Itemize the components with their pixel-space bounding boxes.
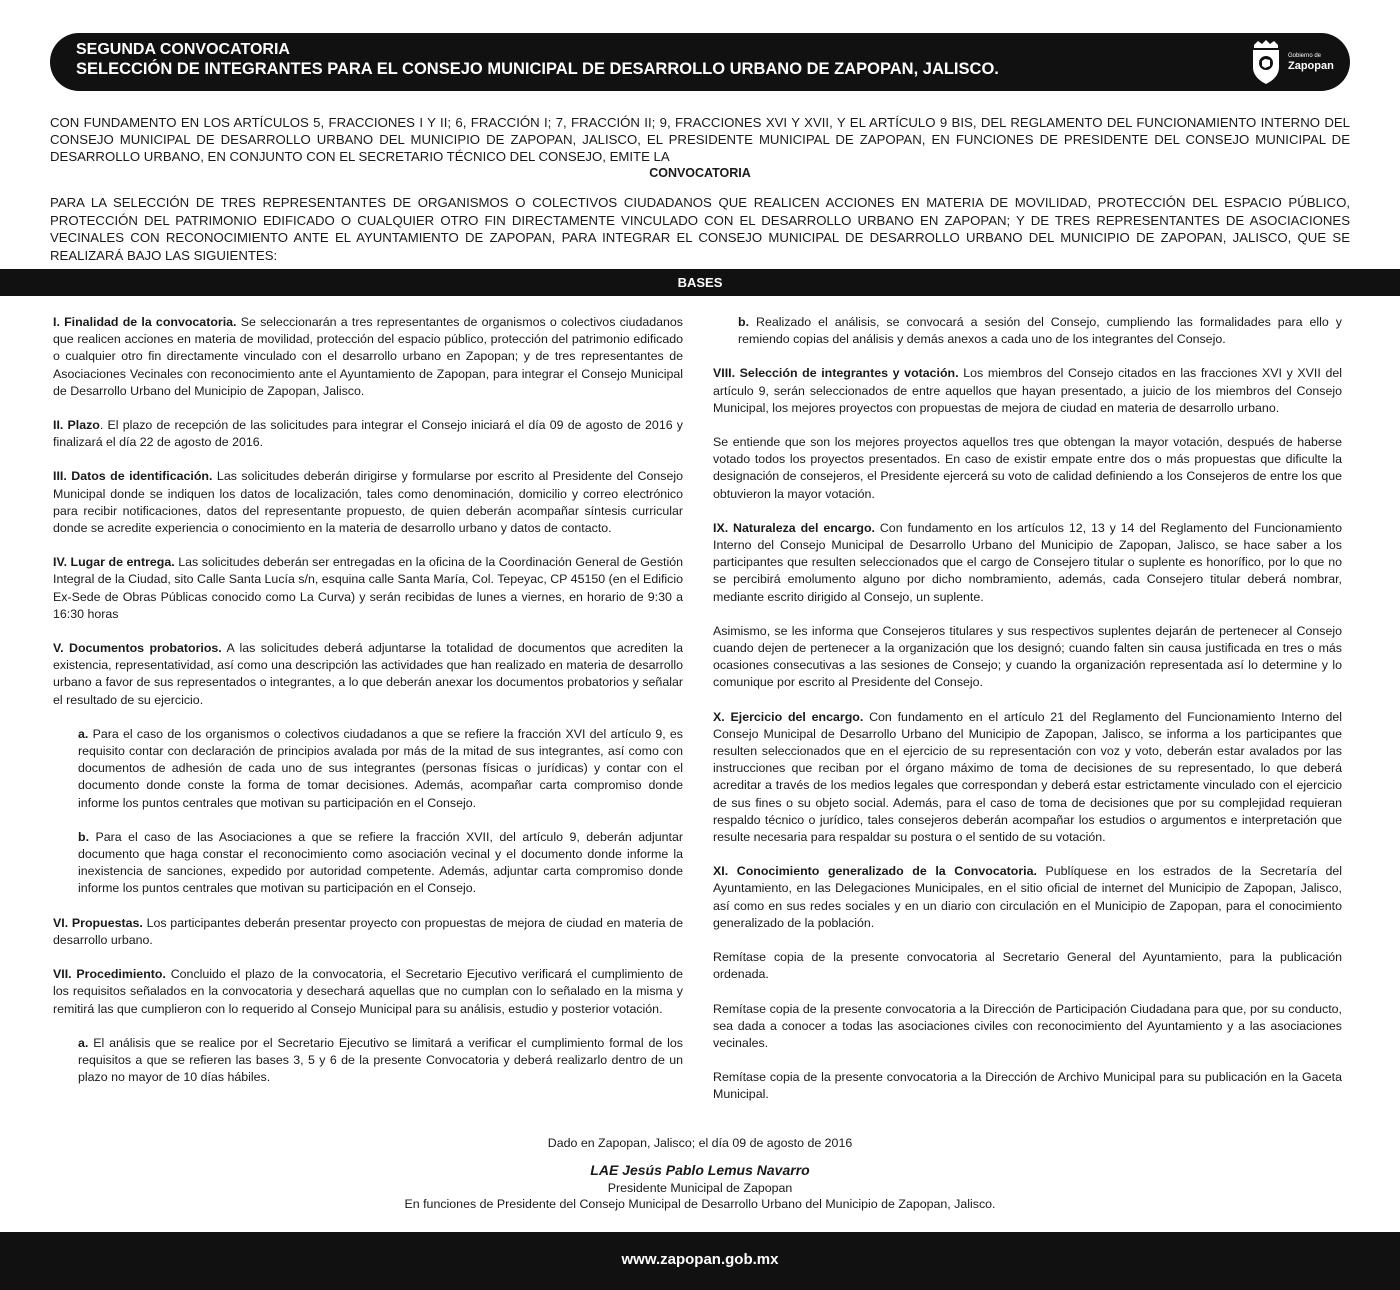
header-title: SEGUNDA CONVOCATORIA <box>76 41 290 58</box>
base-paragraph <box>713 520 1342 606</box>
intro-paragraph-2: PARA LA SELECCIÓN DE TRES REPRESENTANTES DE ORGANISMOS O COLECTIVOS CIUDADANOS QUE REALICEN ACCIONES EN MATERIA DE MOVILIDAD, PROTECCIÓN DEL ESPACIO PÚBLICO, PROTECCIÓN DEL PATRIMONIO EDIFICADO O CUALQUIER OTRO FIN DIRECTAMENTE VINCULADO CON EL DESARROLLO URBANO EN ZAPOPAN; Y DE TRES REPRESENTANTES DE ASOCIACIONES VECINALES CON RECONOCIMIENTO ANTE EL AYUNTAMIENTO DE ZAPOPAN, PARA INTEGRAR EL CONSEJO MUNICIPAL DE DESARROLLO URBANO DEL MUNICIPIO DE ZAPOPAN, JALISCO, QUE SE REALIZARÁ BAJO LAS SIGUIENTES: <box>50 195 1350 263</box>
base-paragraph <box>713 1069 1342 1103</box>
convocatoria-title: CONVOCATORIA <box>649 166 751 180</box>
base-paragraph <box>713 1001 1342 1053</box>
logo-name: Zapopan <box>1288 60 1334 72</box>
base-paragraph <box>53 726 683 812</box>
signatory-role: Presidente Municipal de Zapopan <box>607 1181 793 1195</box>
base-text: Con fundamento en los artículos 12, 13 y 14 del Reglamento del Funcionamiento Interno del Consejo Municipal de Desarrollo Urbano del Municipio de Zapopan, Jalisco, se hace saber a los participantes que resulten seleccionados que el cargo de Consejero titular o suplente es honorífico, por lo que no se percibirá emolumento alguno por dicho nombramiento, además, cada Consejero titular deberá nombrar, mediante escrito dirigido al Consejo, un suplente. <box>713 520 1342 604</box>
base-text: Remítase copia de la presente convocatoria al Secretario General del Ayuntamiento, para la publicación ordenada. <box>713 950 1342 982</box>
base-text: Se seleccionarán a tres representantes de organismos o colectivos ciudadanos que realicen acciones en materia de movilidad, protección del espacio público, protección del patrimonio edificado o cualquier otro fin directamente vinculado con el desarrollo urbano en Zapopan; y de tres representantes de Asociaciones Vecinales con reconocimiento ante el Ayuntamiento de Zapopan, para integrar el Consejo Municipal de Desarrollo Urbano del Municipio de Zapopan, Jalisco. <box>53 315 683 398</box>
bases-heading: BASES <box>0 269 1400 296</box>
base-text: Publíquese en los estrados de la Secretaría del Ayuntamiento, en las Delegaciones Municipales, en el sitio oficial de internet del Municipio de Zapopan, Jalisco, así como en sus redes sociales y en un diario con circulación en el Municipio de Zapopan, para el conocimiento generalizado de la población. <box>713 864 1343 930</box>
base-text: . El plazo de recepción de las solicitudes para integrar el Consejo iniciará el día 09 de agosto de 2016 y finalizará el día 22 de agosto de 2016. <box>53 418 683 450</box>
base-text: Remítase copia de la presente convocatoria a la Dirección de Participación Ciudadana para que, por su conducto, sea dada a conocer a todas las asociaciones civiles con reconocimiento del Ayuntamiento y a las asociaciones vecinales. <box>713 1001 1342 1050</box>
base-paragraph <box>53 915 683 949</box>
base-heading: IV. Lugar de entrega. <box>53 555 175 570</box>
zapopan-logo <box>1246 38 1346 86</box>
base-heading: b. <box>78 829 90 844</box>
footer-url: www.zapopan.gob.mx <box>621 1251 779 1268</box>
intro-paragraph-1: CON FUNDAMENTO EN LOS ARTÍCULOS 5, FRACCIONES I Y II; 6, FRACCIÓN I; 7, FRACCIÓN II; 9, FRACCIONES XVI Y XVII, Y EL ARTÍCULO 9 BIS, DEL REGLAMENTO DEL FUNCIONAMIENTO INTERNO DEL CONSEJO MUNICIPAL DE DESARROLLO URBANO DEL MUNICIPIO DE ZAPOPAN, JALISCO, EL PRESIDENTE MUNICIPAL DE ZAPOPAN, EN FUNCIONES DE PRESIDENTE DEL CONSEJO MUNICIPAL DE DESARROLLO URBANO, EN CONJUNTO CON EL SECRETARIO TÉCNICO DEL CONSEJO, EMITE LA <box>50 115 1350 164</box>
base-paragraph <box>713 949 1342 983</box>
base-text: Asimismo, se les informa que Consejeros titulares y sus respectivos suplentes dejarán de pertenecer al Consejo cuando dejen de pertenecer a la organización que los designó; cuando falten sin causa justificada en tres o más ocasiones consecutivas a las sesiones de Consejo; y cuando la organización representada así lo determine y lo comunique por escrito al Presidente del Consejo. <box>713 623 1342 690</box>
base-paragraph <box>53 314 683 400</box>
closing-date: Dado en Zapopan, Jalisco; el día 09 de agosto de 2016 <box>547 1136 853 1150</box>
base-paragraph <box>713 314 1342 348</box>
base-paragraph <box>53 554 683 623</box>
base-text: Para el caso de las Asociaciones a que se refiere la fracción XVII, del artículo 9, deberán adjuntar documento que haga constar el reconocimiento como asociación vecinal y el documento donde informe la inexistencia de sanciones, expedido por autoridad competente. Además, adjuntar carta compromiso donde informe los puntos centrales que motivan su participación en el Consejo. <box>78 829 683 896</box>
base-heading: VI. Propuestas. <box>53 915 143 930</box>
logo-caption: Gobierno de <box>1288 53 1322 59</box>
coat-of-arms-icon <box>1248 39 1284 85</box>
base-text: Los miembros del Consejo citados en las fracciones XVI y XVII del artículo 9, serán seleccionados de entre aquellos que hayan presentado, a juicio de los miembros del Consejo Municipal, los mejores proyectos con propuestas de mejora de ciudad en materia de desarrollo urbano. <box>713 366 1342 415</box>
base-paragraph <box>53 468 683 537</box>
base-text: Concluido el plazo de la convocatoria, el Secretario Ejecutivo verificará el cumplimiento de los requisitos señalados en la convocatoria y desechará aquellas que no cumplan con lo señalado en la misma y remitirá las que cumplieron con lo requerido al Consejo Municipal para su análisis, estudio y posterior votación. <box>53 967 683 1016</box>
base-paragraph <box>713 623 1342 692</box>
signatory-name: LAE Jesús Pablo Lemus Navarro <box>590 1162 810 1178</box>
base-heading: VII. Procedimiento. <box>53 967 166 982</box>
base-paragraph <box>53 829 683 898</box>
base-paragraph <box>713 709 1342 847</box>
base-text: Los participantes deberán presentar proyecto con propuestas de mejora de ciudad en materia de desarrollo urbano. <box>53 915 683 947</box>
base-text: Las solicitudes deberán ser entregadas en la oficina de la Coordinación General de Gestión Integral de la Ciudad, sito Calle Santa Lucía s/n, esquina calle Santa María, Col. Tepeyac, CP 45150 (en el Edificio Ex-Sede de Obras Públicas conocido como La Curva) y serán recibidas de lunes a viernes, en horario de 9:30 a 16:30 horas <box>53 555 683 621</box>
base-heading: X. Ejercicio del encargo. <box>713 709 864 724</box>
base-heading: a. <box>78 1035 89 1050</box>
base-text: Con fundamento en el artículo 21 del Reglamento del Funcionamiento Interno del Consejo Municipal de Desarrollo Urbano del Municipio de Zapopan, Jalisco, se informa a los participantes que resulten seleccionados que en el ejercicio de su representación con voz y voto, deberán estar avalados por las instrucciones que reciban por el órgano máximo de toma de decisiones de su representado, lo que deberá acreditar a través de los medios legales que correspondan y deberá estar estrictamente vinculado con el ejercicio de sus fines o su objeto social. Además, para el caso de toma de decisiones que por su complejidad requieran respaldo técnico o jurídico, tales consejeros deberán acompañar los estudios o argumentos e interpretación que resulte necesaria para respaldar su postura o el sentido de su votación. <box>713 709 1342 845</box>
base-heading: II. Plazo <box>53 418 100 433</box>
right-column <box>713 314 1342 1121</box>
header-subtitle: SELECCIÓN DE INTEGRANTES PARA EL CONSEJO MUNICIPAL DE DESARROLLO URBANO DE ZAPOPAN, JALISCO. <box>76 60 999 78</box>
base-heading: VIII. Selección de integrantes y votación. <box>713 366 959 381</box>
base-heading: III. Datos de identificación. <box>53 469 213 484</box>
base-text: Para el caso de los organismos o colectivos ciudadanos a que se refiere la fracción XVI del artículo 9, es requisito contar con declaración de principios avalada por más de la mitad de sus integrantes, así como con documentos de adhesión de cada uno de sus integrantes (personas físicas o jurídicas) y contar con el documento donde conste la forma de tomar decisiones. Además, acompañar carta compromiso donde informe los puntos centrales que motivan su participación en el Consejo. <box>78 726 683 810</box>
base-text: Remítase copia de la presente convocatoria a la Dirección de Archivo Municipal para su publicación en la Gaceta Municipal. <box>713 1070 1342 1102</box>
base-text: A las solicitudes deberá adjuntarse la totalidad de documentos que acrediten la existencia, representatividad, así como una descripción las actividades que han realizado en materia de desarrollo urbano a favor de sus representados o integrantes, a lo que deberán anexar los documentos probatorios y señalar el resultado de su ejercicio. <box>53 641 683 707</box>
footer-banner <box>0 1232 1400 1290</box>
base-paragraph <box>713 365 1342 417</box>
base-paragraph <box>53 966 683 1018</box>
base-paragraph <box>53 417 683 451</box>
base-paragraph <box>53 640 683 709</box>
base-paragraph <box>713 434 1342 503</box>
signatory-role-detail: En funciones de Presidente del Consejo Municipal de Desarrollo Urbano del Municipio de Zapopan, Jalisco. <box>404 1197 996 1211</box>
base-heading: a. <box>78 726 89 741</box>
base-heading: V. Documentos probatorios. <box>53 641 222 656</box>
header-banner <box>50 33 1350 91</box>
left-column <box>53 314 683 1103</box>
base-text: El análisis que se realice por el Secretario Ejecutivo se limitará a verificar el cumplimiento formal de los requisitos a que se refieren las bases 3, 5 y 6 de la presente Convocatoria y deberá realizarlo dentro de un plazo no mayor de 10 días hábiles. <box>78 1035 683 1085</box>
base-heading: XI. Conocimiento generalizado de la Convocatoria. <box>713 864 1037 879</box>
base-paragraph <box>713 863 1342 932</box>
base-heading: b. <box>738 315 750 329</box>
base-heading: I. Finalidad de la convocatoria. <box>53 315 237 329</box>
base-paragraph <box>53 1035 683 1087</box>
base-text: Se entiende que son los mejores proyectos aquellos tres que obtengan la mayor votación, después de haberse votado todos los proyectos presentados. En caso de existir empate entre dos o más propuestas que dificulte la designación de consejeros, el Presidente ejercerá su voto de calidad definiendo a los Consejeros de entre los que obtuvieron la mayor votación. <box>713 435 1342 501</box>
base-text: Realizado el análisis, se convocará a sesión del Consejo, cumpliendo las formalidades para ello y remiendo copias del análisis y demás anexos a cada uno de los integrantes del Consejo. <box>738 315 1342 347</box>
base-text: Las solicitudes deberán dirigirse y formularse por escrito al Presidente del Consejo Municipal donde se indiquen los datos de localización, tales como denominación, domicilio y correo electrónico para recibir notificaciones, datos del representante propuesto, de quien deberán acompañar síntesis curricular donde se acredite experiencia o conocimiento en la materia de desarrollo urbano y datos de contacto. <box>53 469 683 536</box>
base-heading: IX. Naturaleza del encargo. <box>713 520 875 535</box>
